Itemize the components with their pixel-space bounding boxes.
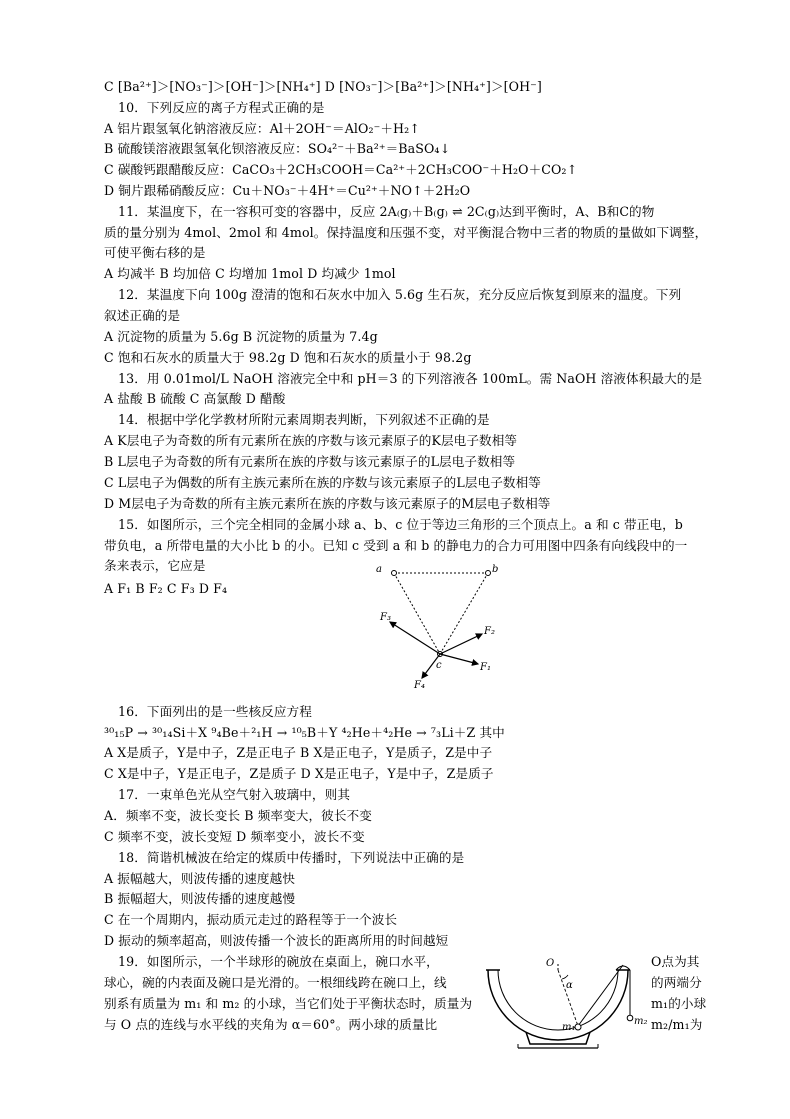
line-40: 与 O 点的连线与水平线的夹角为 α＝60°。两小球的质量比: [104, 1017, 438, 1032]
line-33: A 振幅越大，则波传播的速度越快: [104, 871, 296, 886]
right-text-0: O点为其: [651, 954, 700, 969]
label-m2: m₂: [634, 1016, 648, 1027]
line-11: 叙述正确的是: [104, 308, 181, 323]
label-o: O: [546, 958, 555, 969]
line-12: A 沉淀物的质量为 5.6g B 沉淀物的质量为 7.4g: [104, 329, 378, 344]
line-38: 球心，碗的内表面及碗口是光滑的。一根细线跨在碗口上，线: [104, 975, 447, 990]
line-14: 13．用 0.01mol/L NaOH 溶液完全中和 pH＝3 的下列溶液各 100mL。需 NaOH 溶液体积最大的是: [118, 371, 703, 386]
line-1: 10．下列反应的离子方程式正确的是: [118, 100, 325, 115]
line-31: C 频率不变，波长变短 D 频率变小，波长不变: [104, 829, 365, 844]
line-34: B 振幅超大，则波传播的速度越慢: [104, 891, 296, 906]
label-f2: F₂: [484, 626, 495, 637]
vector-f1: [440, 654, 478, 664]
line-4: C 碳酸钙跟醋酸反应：CaCO₃＋2CH₃COOH＝Ca²⁺＋2CH₃COO⁻＋H₂O＋CO₂↑: [104, 162, 578, 177]
figure-q19-bowl: [478, 948, 648, 1058]
ball-m1: [575, 1024, 581, 1030]
right-text-1: 的两端分: [651, 975, 702, 990]
label-m1: m₁: [562, 1022, 576, 1033]
line-35: C 在一个周期内，振动质元走过的路程等于一个波长: [104, 912, 398, 927]
line-15: A 盐酸 B 硫酸 C 高氯酸 D 醋酸: [104, 391, 286, 406]
line-16: 14．根据中学化学教材所附元素周期表判断，下列叙述不正确的是: [118, 412, 490, 427]
line-3: B 硫酸镁溶液跟氢氧化钡溶液反应：SO₄²⁻＋Ba²⁺＝BaSO₄↓: [104, 141, 451, 156]
label-a: a: [376, 564, 382, 575]
ball-m2: [627, 1015, 633, 1021]
ball-b: [486, 571, 491, 576]
line-13: C 饱和石灰水的质量大于 98.2g D 饱和石灰水的质量小于 98.2g: [104, 350, 472, 365]
label-alpha: α: [566, 980, 573, 991]
line-27: A X是质子，Y是中子，Z是正电子 B X是正电子，Y是质子，Z是中子: [104, 745, 493, 760]
label-c: c: [436, 660, 442, 671]
label-f4: F₄: [414, 680, 425, 691]
line-26: ³⁰₁₅P → ³⁰₁₄Si＋X ⁹₄Be＋²₁H → ¹⁰₅B＋Y ⁴₂He＋⁴₂He → ⁷₃Li＋Z 其中: [104, 725, 505, 740]
line-22: 带负电，a 所带电量的大小比 b 的小。已知 c 受到 a 和 b 的静电力的合力可用图中四条有向线段中的一: [104, 538, 688, 553]
line-8: 可使平衡右移的是: [104, 245, 206, 260]
line-32: 18．简谐机械波在给定的煤质中传播时，下列说法中正确的是: [118, 850, 465, 865]
line-19: C L层电子为偶数的所有主族元素所在族的序数与该元素原子的L层电子数相等: [104, 475, 541, 490]
line-9: A 均减半 B 均加倍 C 均增加 1mol D 均减少 1mol: [104, 266, 396, 281]
line-36: D 振动的频率超高，则波传播一个波长的距离所用的时间越短: [104, 933, 449, 948]
line-10: 12．某温度下向 100g 澄清的饱和石灰水中加入 5.6g 生石灰，充分反应后恢复到原来的温度。下列: [118, 287, 682, 302]
line-7: 质的量分别为 4mol、2mol 和 4mol。保持温度和压强不变，对平衡混合物中三者的物质的量做如下调整，: [104, 225, 708, 240]
line-24: A F₁ B F₂ C F₃ D F₄: [104, 581, 228, 596]
line-18: B L层电子为奇数的所有元素所在族的序数与该元素原子的L层电子数相等: [104, 454, 516, 469]
line-17: A K层电子为奇数的所有元素所在族的序数与该元素原子的K层电子数相等: [104, 433, 518, 448]
vector-f3: [390, 622, 440, 654]
line-5: D 铜片跟稀硝酸反应：Cu＋NO₃⁻＋4H⁺＝Cu²⁺＋NO↑＋2H₂O: [104, 183, 471, 198]
ball-a: [392, 571, 397, 576]
label-f3: F₃: [380, 612, 391, 623]
line-39: 别系有质量为 m₁ 和 m₂ 的小球，当它们处于平衡状态时，质量为: [104, 996, 473, 1011]
line-37: 19．如图所示，一个半球形的碗放在桌面上，碗口水平，: [118, 954, 439, 969]
right-text-2: m₁的小球: [651, 996, 707, 1011]
line-6: 11．某温度下，在一容积可变的容器中，反应 2A₍g₎＋B₍g₎ ⇌ 2C₍g₎达到平衡时，A、B和C的物: [118, 204, 655, 219]
right-text-3: m₂/m₁为: [651, 1017, 703, 1032]
line-28: C X是中子，Y是正电子，Z是质子 D X是正电子，Y是中子，Z是质子: [104, 766, 494, 781]
line-29: 17．一束单色光从空气射入玻璃中，则其: [118, 787, 351, 802]
line-23: 条来表示，它应是: [104, 558, 206, 573]
line-21: 15．如图所示，三个完全相同的金属小球 a、b、c 位于等边三角形的三个顶点上。a 和 c 带正电，b: [118, 517, 683, 532]
line-25: 16．下面列出的是一些核反应方程: [118, 704, 312, 719]
line-20: D M层电子为奇数的所有主族元素所在族的序数与该元素原子的M层电子数相等: [104, 496, 551, 511]
line-2: A 铝片跟氢氧化钠溶液反应：Al＋2OH⁻＝AlO₂⁻＋H₂↑: [104, 121, 420, 136]
label-f1: F₁: [480, 662, 491, 673]
label-b: b: [492, 564, 499, 575]
figure-q15-charges: [370, 560, 510, 695]
line-0: C [Ba²⁺]＞[NO₃⁻]＞[OH⁻]＞[NH₄⁺] D [NO₃⁻]＞[Ba²⁺]＞[NH₄⁺]＞[OH⁻]: [104, 79, 542, 94]
line-30: A．频率不变，波长变长 B 频率变大，彼长不变: [104, 808, 372, 823]
vector-f2: [440, 634, 482, 654]
